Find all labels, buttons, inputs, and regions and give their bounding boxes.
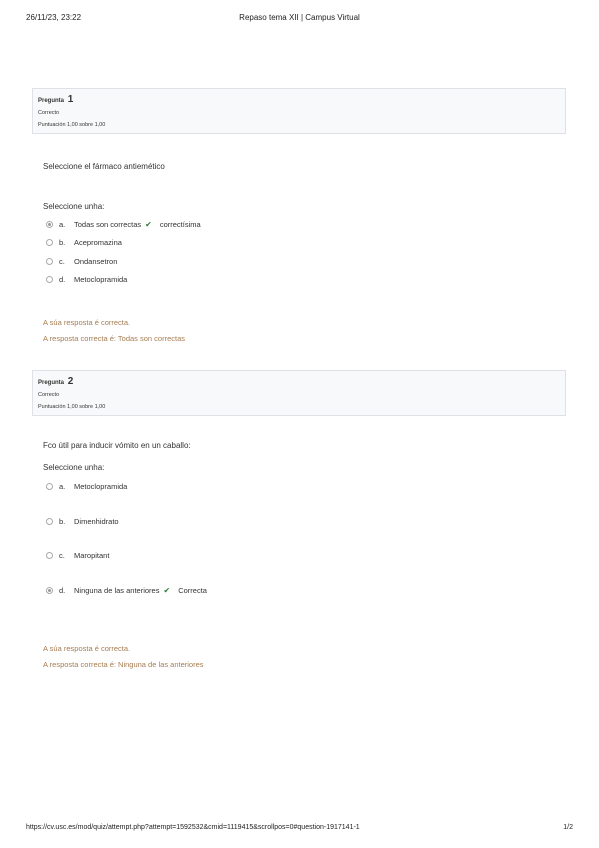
radio-button[interactable]: [46, 276, 53, 283]
print-page-number: 1/2: [563, 824, 573, 831]
radio-button[interactable]: [46, 258, 53, 265]
option-letter: c.: [59, 550, 65, 560]
check-icon: ✔: [145, 219, 152, 229]
option-feedback: Correcta: [178, 585, 207, 595]
option-letter: d.: [59, 274, 66, 284]
option-text: Acepromazina: [74, 237, 122, 247]
question-number-value: 1: [67, 94, 74, 105]
check-icon: ✔: [163, 585, 171, 595]
question-number: [38, 93, 560, 106]
print-footer: [26, 824, 573, 838]
radio-button[interactable]: [46, 239, 53, 246]
radio-button[interactable]: [46, 552, 53, 559]
right-answer-1: A resposta correcta é: Todas son correctas: [43, 334, 186, 343]
answer-option[interactable]: [46, 255, 117, 267]
option-letter: a.: [59, 481, 66, 491]
question-label: Pregunta: [38, 380, 65, 386]
option-feedback: correctísima: [159, 219, 201, 229]
question-state: Correcto: [38, 110, 60, 116]
answer-option[interactable]: [46, 480, 127, 492]
question-text-2: Fco útil para inducir vómito en un caballo:: [43, 441, 191, 450]
print-header: [26, 13, 573, 27]
radio-button[interactable]: [46, 483, 53, 490]
question-number: [38, 375, 560, 388]
answer-option[interactable]: [46, 218, 201, 230]
question-info-1: [32, 88, 566, 134]
right-answer-2: A resposta correcta é: Ninguna de las anteriores: [43, 660, 204, 669]
question-text-1: Seleccione el fármaco antiemético: [43, 162, 165, 171]
answer-prompt-2: Seleccione unha:: [43, 463, 105, 472]
print-page-title: Repaso tema XII | Campus Virtual: [239, 13, 360, 22]
option-text: Todas son correctas: [74, 219, 142, 229]
question-number-value: 2: [67, 376, 74, 387]
question-state: Correcto: [38, 392, 60, 398]
question-grade: Puntuación 1,00 sobre 1,00: [38, 404, 106, 410]
option-letter: b.: [59, 516, 66, 526]
answer-option[interactable]: [46, 584, 207, 596]
answer-option[interactable]: [46, 236, 122, 248]
option-text: Dimenhidrato: [74, 516, 119, 526]
question-grade: Puntuación 1,00 sobre 1,00: [38, 122, 106, 128]
radio-button[interactable]: [46, 518, 53, 525]
answer-outcome-2: A súa resposta é correcta.: [43, 644, 131, 653]
radio-button-selected[interactable]: [46, 221, 53, 228]
option-letter: d.: [59, 585, 66, 595]
print-datetime: 26/11/23, 23:22: [26, 13, 82, 22]
option-text: Metoclopramida: [74, 481, 128, 491]
print-url: https://cv.usc.es/mod/quiz/attempt.php?attempt=1592532&cmid=1119415&scrollpos=0#question-1917141-1: [26, 824, 360, 831]
option-text: Metoclopramida: [74, 274, 128, 284]
option-text: Ondansetron: [74, 256, 118, 266]
answer-outcome-1: A súa resposta é correcta.: [43, 318, 131, 327]
option-letter: c.: [59, 256, 65, 266]
option-letter: b.: [59, 237, 66, 247]
option-letter: a.: [59, 219, 66, 229]
radio-button-selected[interactable]: [46, 587, 53, 594]
answer-prompt-1: Seleccione unha:: [43, 202, 105, 211]
answer-option[interactable]: [46, 515, 119, 527]
question-info-2: [32, 370, 566, 416]
question-label: Pregunta: [38, 98, 65, 104]
answer-option[interactable]: [46, 273, 127, 285]
answer-option[interactable]: [46, 549, 109, 561]
option-text: Maropitant: [74, 550, 110, 560]
option-text: Ninguna de las anteriores: [74, 585, 160, 595]
